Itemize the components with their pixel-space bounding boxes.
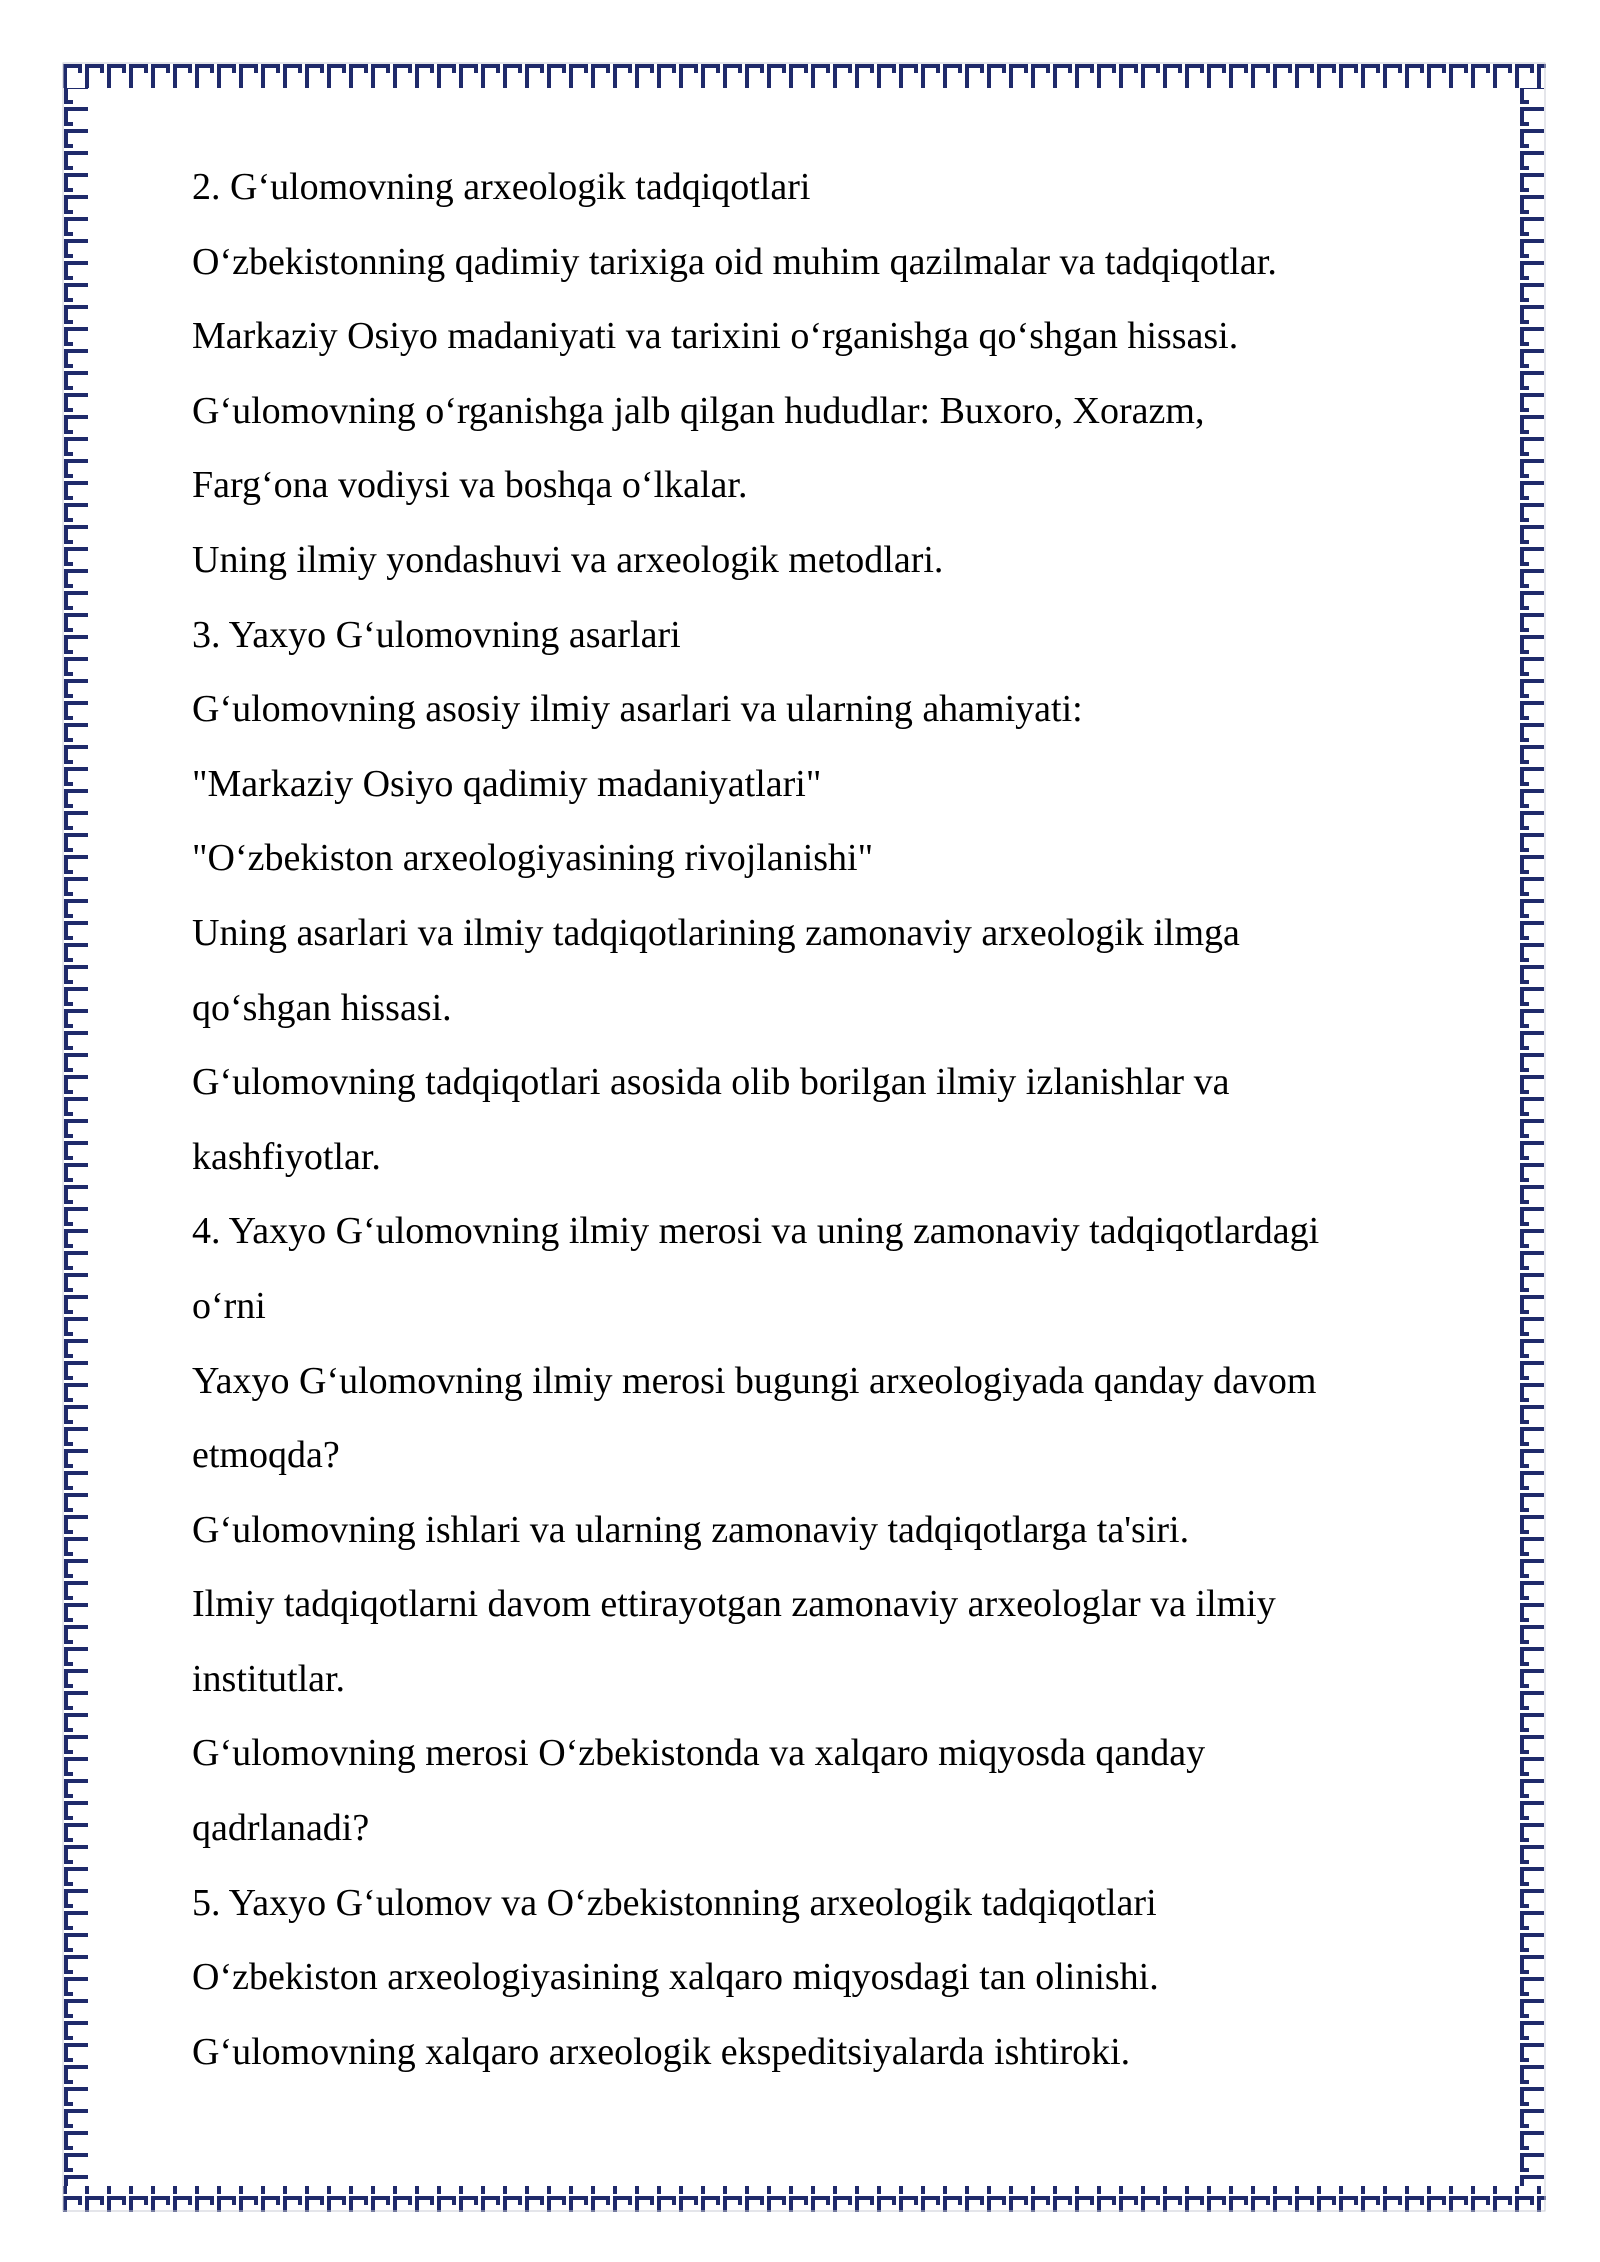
text-line: institutlar. <box>192 1657 346 1700</box>
border-bottom <box>62 2186 1546 2212</box>
section-heading-5: 5. Yaxyo G‘ulomov va O‘zbekistonning arxeologik tadqiqotlari <box>192 1881 1157 1924</box>
text-line: G‘ulomovning tadqiqotlari asosida olib borilgan ilmiy izlanishlar va <box>192 1061 1230 1104</box>
border-left <box>62 88 88 2186</box>
section-heading-4: 4. Yaxyo G‘ulomovning ilmiy merosi va uning zamonaviy tadqiqotlardagi <box>192 1210 1320 1253</box>
text-line: G‘ulomovning asosiy ilmiy asarlari va ularning ahamiyati: <box>192 688 1083 731</box>
text-line: O‘zbekistonning qadimiy tarixiga oid muhim qazilmalar va tadqiqotlar. <box>192 240 1277 283</box>
border-top <box>62 62 1546 88</box>
section-heading-4-cont: o‘rni <box>192 1284 266 1327</box>
text-line: O‘zbekiston arxeologiyasining xalqaro miqyosdagi tan olinishi. <box>192 1956 1159 1999</box>
text-line: kashfiyotlar. <box>192 1135 381 1178</box>
border-right <box>1520 88 1546 2186</box>
text-line: qo‘shgan hissasi. <box>192 986 452 1029</box>
book-title: "Markaziy Osiyo qadimiy madaniyatlari" <box>192 762 822 805</box>
text-line: G‘ulomovning ishlari va ularning zamonaviy tadqiqotlarga ta'siri. <box>192 1508 1190 1551</box>
document-body <box>192 150 1492 2089</box>
text-line: qadrlanadi? <box>192 1807 370 1850</box>
book-title: "O‘zbekiston arxeologiyasining rivojlanishi" <box>192 837 874 880</box>
text-line: Uning asarlari va ilmiy tadqiqotlarining zamonaviy arxeologik ilmga <box>192 911 1240 954</box>
text-line: G‘ulomovning merosi O‘zbekistonda va xalqaro miqyosda qanday <box>192 1732 1206 1775</box>
text-line: Farg‘ona vodiysi va boshqa o‘lkalar. <box>192 464 748 507</box>
section-heading-3: 3. Yaxyo G‘ulomovning asarlari <box>192 613 681 656</box>
text-line: etmoqda? <box>192 1434 340 1477</box>
text-line: Ilmiy tadqiqotlarni davom ettirayotgan zamonaviy arxeologlar va ilmiy <box>192 1583 1276 1626</box>
text-line: Markaziy Osiyo madaniyati va tarixini o‘rganishga qo‘shgan hissasi. <box>192 315 1239 358</box>
text-line: G‘ulomovning xalqaro arxeologik ekspeditsiyalarda ishtiroki. <box>192 2030 1131 2073</box>
text-line: Yaxyo G‘ulomovning ilmiy merosi bugungi arxeologiyada qanday davom <box>192 1359 1317 1402</box>
text-line: Uning ilmiy yondashuvi va arxeologik metodlari. <box>192 538 944 581</box>
text-line: G‘ulomovning o‘rganishga jalb qilgan hududlar: Buxoro, Xorazm, <box>192 389 1205 432</box>
section-heading-2: 2. G‘ulomovning arxeologik tadqiqotlari <box>192 166 811 208</box>
